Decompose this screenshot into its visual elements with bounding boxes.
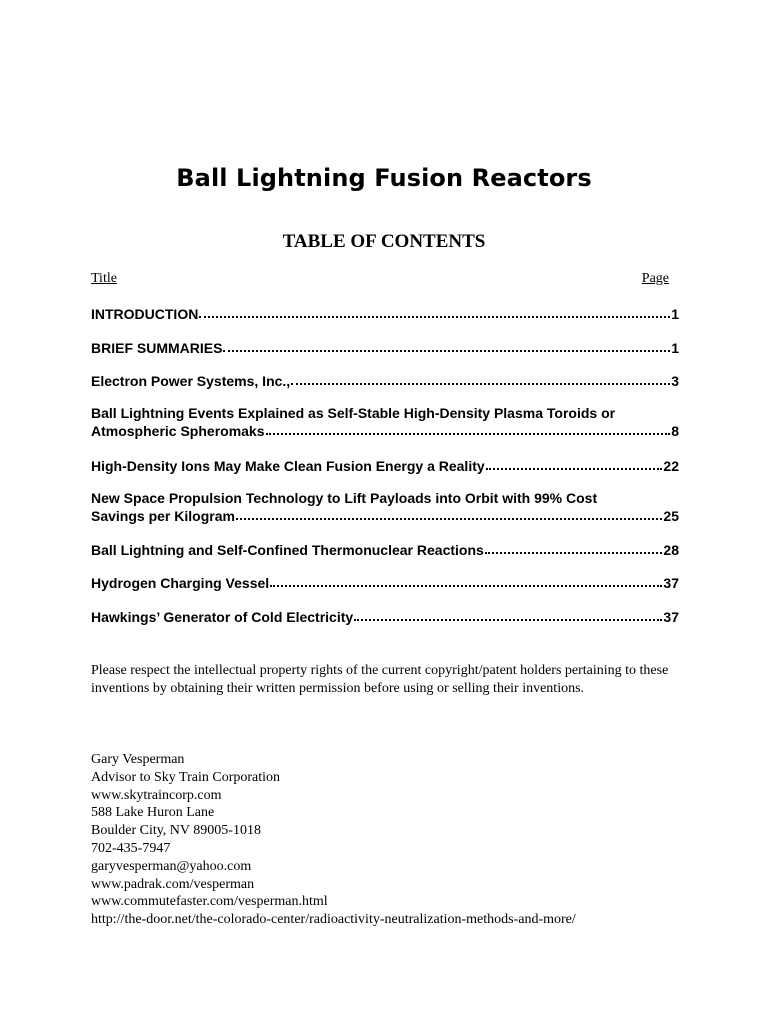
toc-leader <box>236 506 662 520</box>
toc-entry-title: Electron Power Systems, Inc., <box>91 373 291 389</box>
toc-heading: TABLE OF CONTENTS <box>282 231 486 252</box>
document-title: Ball Lightning Fusion Reactors <box>176 164 592 192</box>
toc-entry-title: New Space Propulsion Technology to Lift Payloads into Orbit with 99% Cost <box>91 490 598 506</box>
toc-entry-title-cont: Atmospheric Spheromaks <box>91 423 265 439</box>
toc-entry-title: Ball Lightning and Self-Confined Thermonuclear Reactions <box>91 542 484 558</box>
contact-commutefaster-link[interactable]: www.commutefaster.com/vesperman.html <box>91 894 328 910</box>
contact-city: Boulder City, NV 89005-1018 <box>91 823 261 839</box>
contact-role: Advisor to Sky Train Corporation <box>91 769 281 785</box>
toc-entry-page: 28 <box>663 542 679 558</box>
toc-entry[interactable] <box>91 404 679 440</box>
toc-entry-title-cont: Savings per Kilogram <box>91 508 235 524</box>
toc-leader <box>270 573 662 587</box>
contact-the-door-link[interactable]: http://the-door.net/the-colorado-center/radioactivity-neutralization-methods-and-more/ <box>91 912 576 928</box>
toc-entry-page: 1 <box>671 306 679 322</box>
toc-entry-page: 25 <box>663 508 679 524</box>
toc-leader <box>354 607 662 621</box>
toc-entry-page: 22 <box>663 458 679 474</box>
toc-leader <box>291 371 670 385</box>
toc-leader <box>485 540 663 554</box>
toc-entry-page: 3 <box>671 373 679 389</box>
contact-name: Gary Vesperman <box>91 752 185 767</box>
toc-leader <box>486 456 663 470</box>
toc-entry-page: 37 <box>663 575 679 591</box>
contact-phone: 702-435-7947 <box>91 840 171 856</box>
toc-entry[interactable] <box>91 574 679 592</box>
toc-leader <box>266 421 671 435</box>
ip-notice-paragraph: Please respect the intellectual property rights of the current copyright/patent holders pertaining to these inventions by obtaining their written permission before using or selling their inventions. <box>91 663 669 696</box>
contact-website-link[interactable]: www.skytraincorp.com <box>91 787 222 803</box>
column-title-label: Title <box>91 271 117 286</box>
contact-street: 588 Lake Huron Lane <box>91 805 215 821</box>
toc-entry[interactable] <box>91 305 679 323</box>
toc-entry[interactable] <box>91 541 679 559</box>
toc-entry[interactable] <box>91 339 679 357</box>
toc-entry[interactable] <box>91 457 679 475</box>
contact-padrak-link[interactable]: www.padrak.com/vesperman <box>91 876 255 892</box>
toc-entry-title: BRIEF SUMMARIES <box>91 340 223 356</box>
toc-entry-title: High-Density Ions May Make Clean Fusion Energy a Reality <box>91 458 485 474</box>
toc-entry-title: Hydrogen Charging Vessel <box>91 575 270 591</box>
contact-email-link[interactable]: garyvesperman@yahoo.com <box>91 858 252 874</box>
toc-entry-title: Hawkings’ Generator of Cold Electricity <box>91 609 354 625</box>
toc-entry[interactable] <box>91 372 679 390</box>
toc-entry-title: Ball Lightning Events Explained as Self-Stable High-Density Plasma Toroids or <box>91 405 616 421</box>
column-page-label: Page <box>641 271 669 286</box>
toc-entry-page: 1 <box>671 340 679 356</box>
toc-entry-page: 37 <box>663 609 679 625</box>
toc-entry-title: INTRODUCTION <box>91 306 199 322</box>
toc-entry-page: 8 <box>671 423 679 439</box>
contact-block <box>91 751 731 929</box>
toc-entry[interactable] <box>91 608 679 626</box>
toc-entry[interactable] <box>91 489 679 525</box>
toc-leader <box>223 338 670 352</box>
toc-leader <box>199 304 670 318</box>
